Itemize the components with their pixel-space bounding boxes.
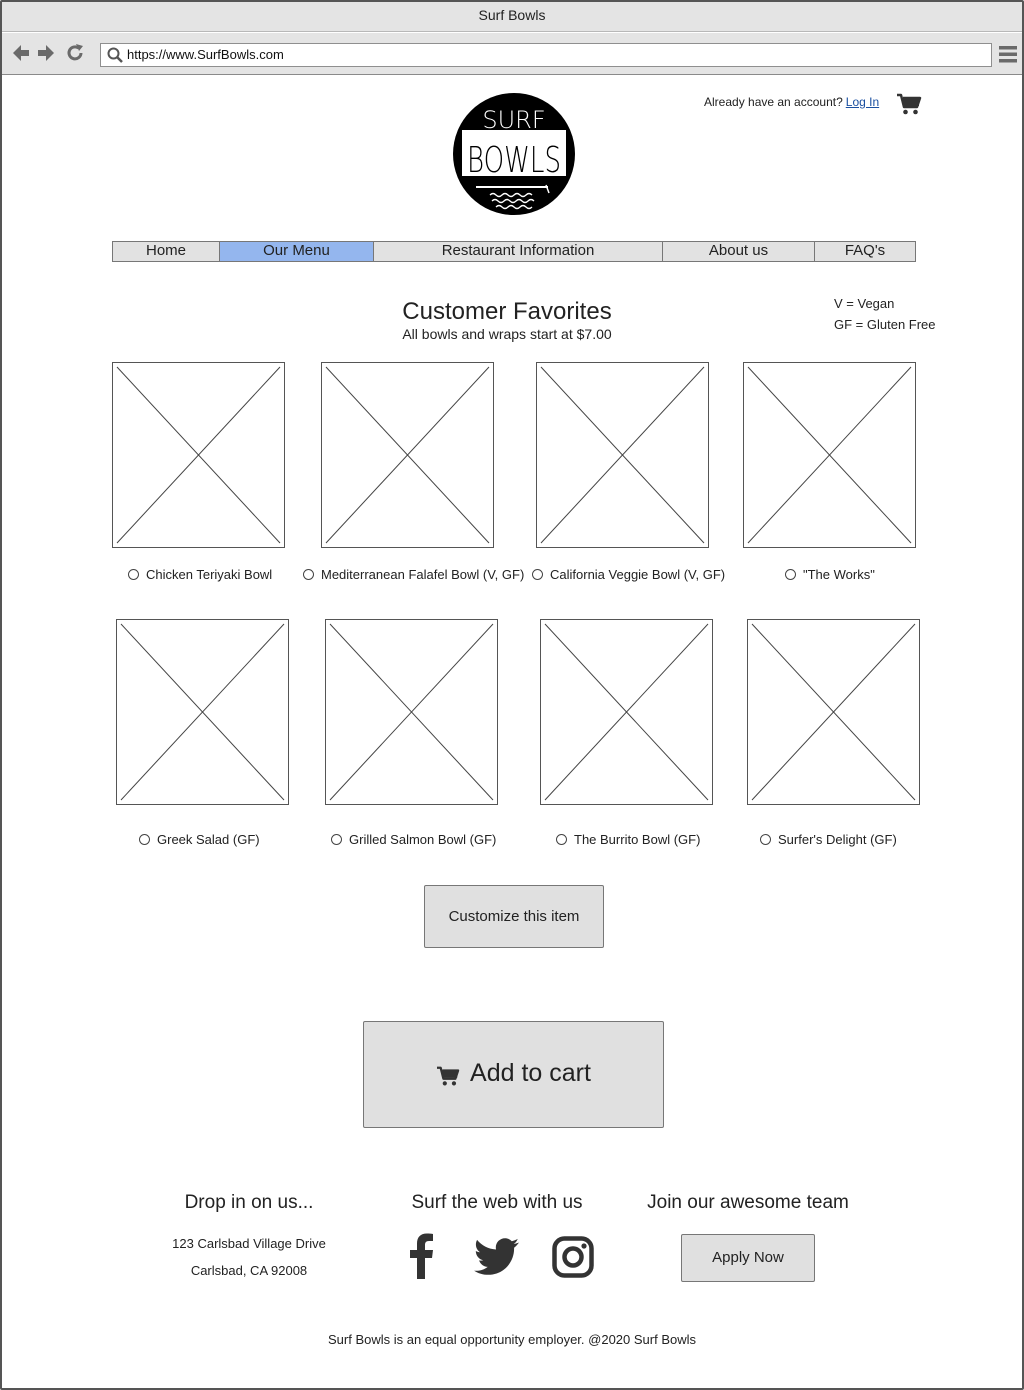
add-to-cart-button[interactable]: [363, 1021, 664, 1128]
menu-option-mediterranean-falafel[interactable]: [303, 566, 524, 584]
footer-visit-heading: Drop in on us...: [184, 1192, 314, 1213]
menu-option-grilled-salmon[interactable]: [331, 831, 496, 849]
menu-option-chicken-teriyaki[interactable]: [128, 566, 272, 584]
menu-option-surfers-delight[interactable]: [760, 831, 897, 849]
footer-social-heading: Surf the web with us: [411, 1192, 583, 1213]
main-navigation: [112, 241, 916, 262]
reload-icon[interactable]: [64, 41, 86, 65]
menu-option-label: Grilled Salmon Bowl (GF): [349, 832, 497, 847]
menu-option-label: Surfer's Delight (GF): [778, 832, 897, 847]
menu-option-california-veggie[interactable]: [532, 566, 725, 584]
radio-button[interactable]: [128, 569, 139, 580]
item-image-placeholder[interactable]: [743, 362, 916, 548]
radio-button[interactable]: [532, 569, 543, 580]
item-image-placeholder[interactable]: [112, 362, 285, 548]
menu-option-burrito-bowl[interactable]: [556, 831, 700, 849]
item-image-placeholder[interactable]: [540, 619, 713, 805]
address-line-1: 123 Carlsbad Village Drive: [172, 1236, 326, 1251]
nav-tab-faqs[interactable]: FAQ's: [844, 242, 886, 259]
facebook-icon[interactable]: [406, 1232, 436, 1280]
item-image-placeholder[interactable]: [747, 619, 920, 805]
hamburger-menu-icon[interactable]: [998, 44, 1018, 64]
page-subtitle: All bowls and wraps start at $7.00: [402, 326, 612, 342]
instagram-icon[interactable]: [552, 1236, 594, 1278]
legend-gluten-free: GF = Gluten Free: [834, 317, 936, 332]
footer-careers-heading: Join our awesome team: [647, 1192, 849, 1213]
search-icon: [107, 47, 123, 63]
customize-item-button[interactable]: Customize this item: [424, 885, 604, 948]
legend-vegan: V = Vegan: [834, 296, 895, 311]
url-bar[interactable]: [100, 43, 992, 67]
page-title: Customer Favorites: [402, 298, 612, 325]
login-link[interactable]: Log In: [845, 95, 880, 109]
copyright-text: Surf Bowls is an equal opportunity employer. @2020 Surf Bowls: [328, 1332, 696, 1347]
item-image-placeholder[interactable]: [116, 619, 289, 805]
url-text: https://www.SurfBowls.com: [127, 47, 284, 62]
page-content: [2, 76, 1022, 1388]
address-line-2: Carlsbad, CA 92008: [190, 1263, 308, 1278]
item-image-placeholder[interactable]: [536, 362, 709, 548]
cart-icon: [436, 1028, 460, 1131]
add-to-cart-label: Add to cart: [470, 1059, 591, 1087]
back-arrow-icon[interactable]: [10, 41, 32, 65]
diet-legend: [834, 293, 936, 335]
menu-option-greek-salad[interactable]: [139, 831, 260, 849]
nav-tab-restaurant-information[interactable]: Restaurant Information: [374, 242, 663, 261]
twitter-icon[interactable]: [474, 1238, 520, 1276]
nav-tab-our-menu[interactable]: Our Menu: [220, 242, 374, 261]
menu-option-label: Greek Salad (GF): [157, 832, 260, 847]
menu-option-label: The Burrito Bowl (GF): [574, 832, 701, 847]
item-image-placeholder[interactable]: [325, 619, 498, 805]
menu-option-the-works[interactable]: [785, 566, 875, 584]
svg-text:BOWLS: BOWLS: [467, 140, 561, 181]
radio-button[interactable]: [556, 834, 567, 845]
radio-button[interactable]: [785, 569, 796, 580]
nav-tab-home[interactable]: Home: [113, 242, 220, 261]
menu-option-label: "The Works": [803, 567, 875, 582]
radio-button[interactable]: [139, 834, 150, 845]
browser-toolbar: [2, 33, 1022, 75]
radio-button[interactable]: [303, 569, 314, 580]
surf-bowls-logo[interactable]: [452, 90, 576, 218]
radio-button[interactable]: [331, 834, 342, 845]
menu-option-label: California Veggie Bowl (V, GF): [550, 567, 726, 582]
item-image-placeholder[interactable]: [321, 362, 494, 548]
nav-tab-about-us[interactable]: About us: [663, 242, 815, 261]
forward-arrow-icon[interactable]: [35, 41, 57, 65]
svg-text:SURF: SURF: [482, 106, 546, 134]
apply-now-button[interactable]: Apply Now: [681, 1234, 815, 1282]
cart-icon[interactable]: [896, 92, 922, 116]
menu-option-label: Mediterranean Falafel Bowl (V, GF): [321, 567, 525, 582]
menu-option-label: Chicken Teriyaki Bowl: [146, 567, 273, 582]
account-prompt: [704, 95, 879, 109]
radio-button[interactable]: [760, 834, 771, 845]
account-prompt-text: Already have an account?: [704, 95, 843, 109]
window-title: Surf Bowls: [2, 2, 1022, 32]
